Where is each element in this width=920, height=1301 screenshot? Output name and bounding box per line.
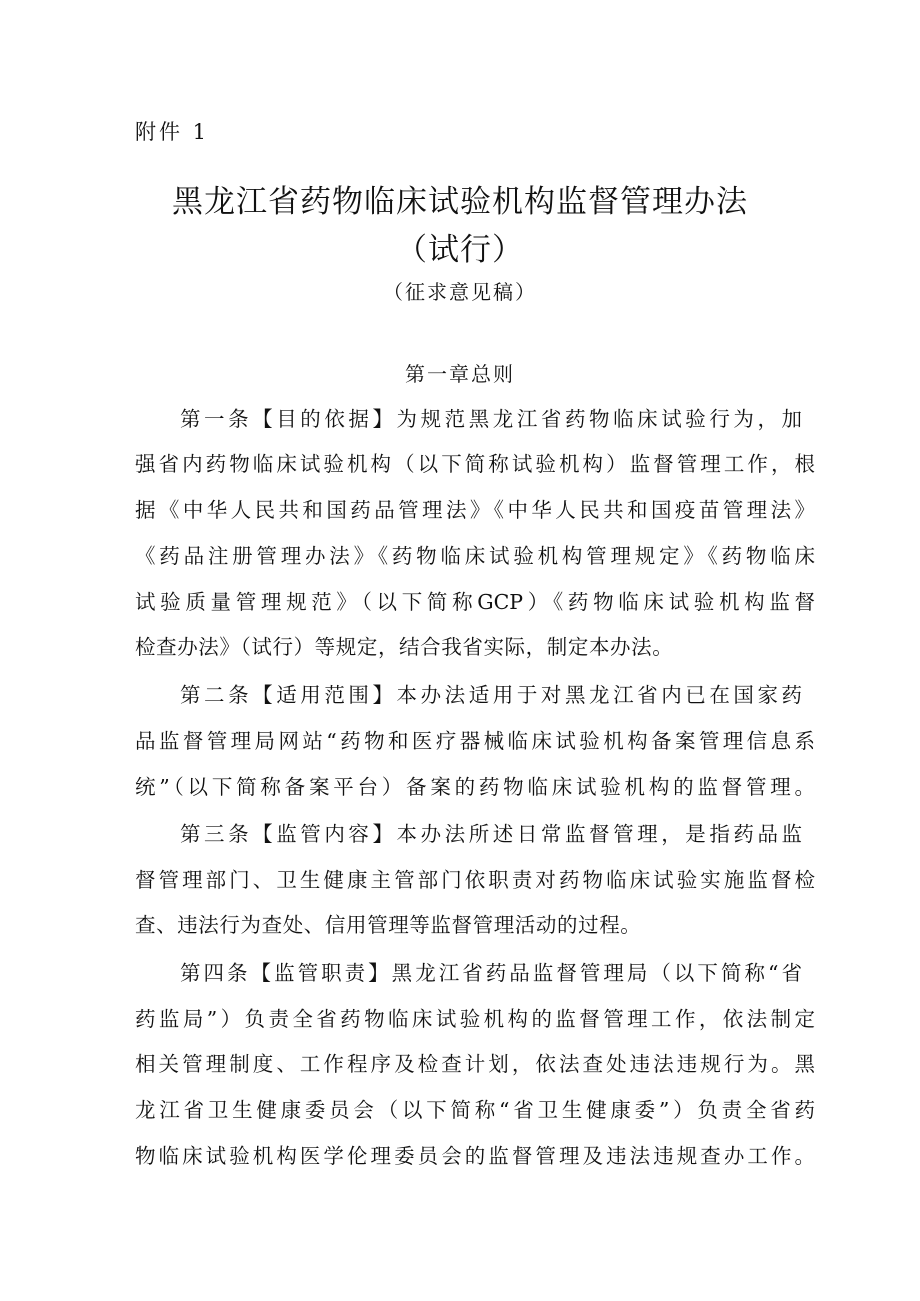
document-title: 黑龙江省药物临床试验机构监督管理办法 xyxy=(172,184,748,220)
text-line: 统”（以下简称备案平台）备案的药物临床试验机构的监督管理。 xyxy=(135,775,815,799)
text-line: 强省内药物临床试验机构（以下简称试验机构）监督管理工作，根 xyxy=(135,452,815,476)
text-line: 督管理部门、卫生健康主管部门依职责对药物临床试验实施监督检 xyxy=(135,868,815,892)
text-line: 品监督管理局网站“药物和医疗器械临床试验机构备案管理信息系 xyxy=(135,729,815,753)
text-line: 检查办法》（试行）等规定，结合我省实际，制定本办法。 xyxy=(135,635,674,659)
attachment-label: 附件 1 xyxy=(135,120,210,144)
chapter-heading: 第一章总则 xyxy=(405,362,515,386)
text-line: 第四条【监管职责】黑龙江省药品监督管理局（以下简称“省 xyxy=(180,961,802,985)
text-line: 物临床试验机构医学伦理委员会的监督管理及违法违规查办工作。 xyxy=(135,1144,815,1168)
text-line: 龙江省卫生健康委员会（以下简称“省卫生健康委”）负责全省药 xyxy=(135,1098,815,1122)
document-title-trial: （试行） xyxy=(396,232,524,268)
text-line: 药监局”）负责全省药物临床试验机构的监督管理工作，依法制定 xyxy=(135,1007,815,1031)
text-line: 第一条【目的依据】为规范黑龙江省药物临床试验行为，加 xyxy=(180,407,802,431)
text-line: 试验质量管理规范》（以下简称GCP）《药物临床试验机构监督 xyxy=(135,590,815,614)
text-line: 《药品注册管理办法》《药物临床试验机构管理规定》《药物临床 xyxy=(135,544,815,568)
text-line: 第二条【适用范围】本办法适用于对黑龙江省内已在国家药 xyxy=(180,683,802,707)
text-line: 查、违法行为查处、信用管理等监督管理活动的过程。 xyxy=(135,913,642,937)
text-line: 据《中华人民共和国药品管理法》《中华人民共和国疫苗管理法》 xyxy=(135,498,815,522)
text-line: 第三条【监管内容】本办法所述日常监督管理，是指药品监 xyxy=(180,822,802,846)
draft-subtitle: （征求意见稿） xyxy=(383,280,537,304)
text-line: 相关管理制度、工作程序及检查计划，依法查处违法违规行为。黑 xyxy=(135,1052,815,1076)
